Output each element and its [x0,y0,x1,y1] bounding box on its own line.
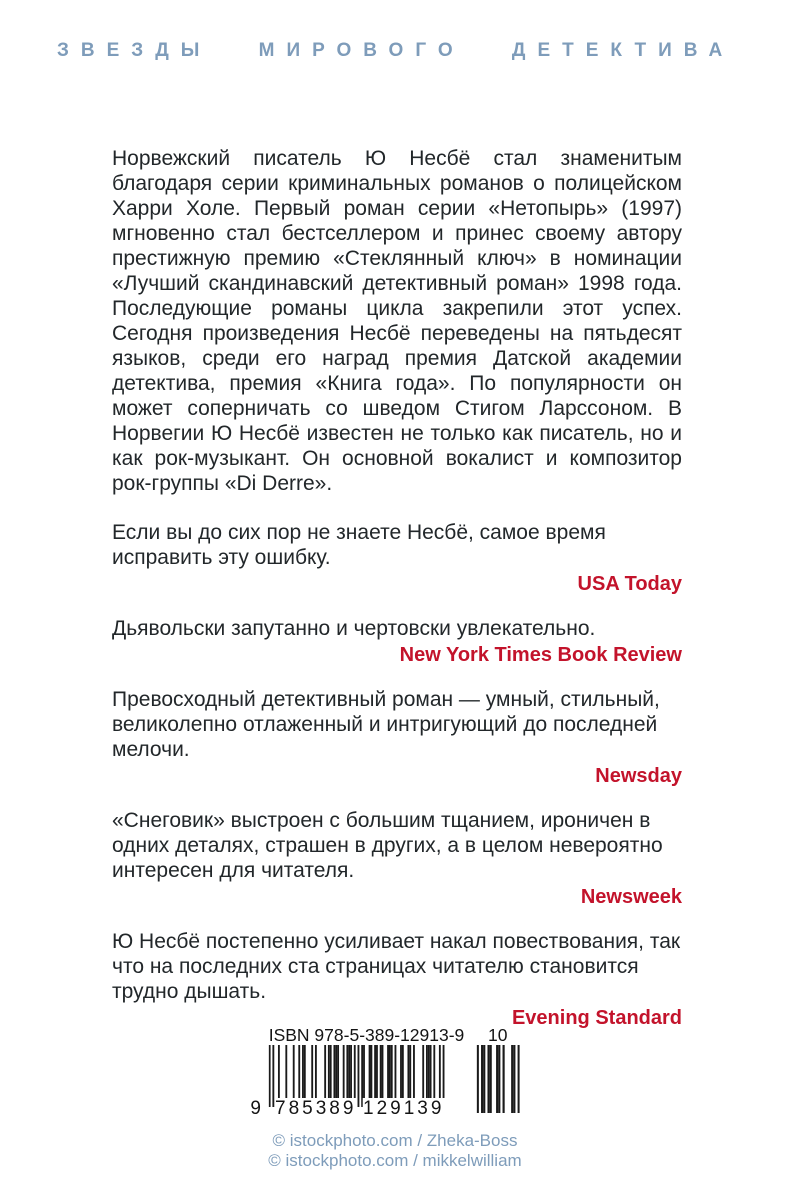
ean13-barcode-group [249,1025,465,1119]
photo-credits [0,1131,790,1171]
review-block [112,520,682,597]
photo-credit-line-1: © istockphoto.com / Zheka-Boss [272,1131,518,1150]
photo-credit-line-2: © istockphoto.com / mikkelwilliam [268,1151,522,1170]
barcode-supplement-label: 10 [488,1025,508,1045]
text-column [112,146,682,1050]
review-source: Newsday [595,765,682,787]
review-source: Newsweek [580,886,682,908]
review-block [112,616,682,668]
barcode-block [249,1026,520,1118]
review-source: USA Today [577,573,682,595]
barcode-digits-left: 785389 [275,1098,357,1119]
series-title: ЗВЕЗДЫ МИРОВОГО ДЕТЕКТИВА [57,40,735,61]
review-quote: Если вы до сих пор не знаете Несбё, самое время исправить эту ошибку. [112,521,606,569]
barcode-digits-right: 129139 [363,1098,445,1119]
barcode-supplement-group [476,1026,519,1118]
annotation-paragraph: Норвежский писатель Ю Несбё стал знаменитым благодаря серии криминальных романов о полицейском Харри Холе. Первый роман серии «Нетопырь» (1997) мгновенно стал бестселлером и принес своему автору престижную премию «Стеклянный ключ» в номинации «Лучший скандинавский детективный роман» 1998 года. Последующие романы цикла закрепили этот успех. Сегодня произведения Несбё переведены на пятьдесят языков, среди его наград премия Датской академии детектива, премия «Книга года». По популярности он может соперничать со шведом Стигом Ларссоном. В Норвегии Ю Несбё известен не только как писатель, но и как рок-музыкант. Он основной вокалист и композитор рок-группы «Di Derre». [112,147,682,495]
review-block [112,929,682,1031]
review-source: New York Times Book Review [399,644,682,666]
ean2-supplement-barcode [476,1045,519,1113]
review-block [112,808,682,910]
review-quote: Дьявольски запутанно и чертовски увлекательно. [112,617,596,640]
isbn-label: ISBN 978-5-389-12913-9 [268,1025,465,1045]
review-quote: «Снеговик» выстроен с большим тщанием, ироничен в одних деталях, страшен в других, а в целом невероятно интересен для читателя. [112,809,663,882]
review-source: Evening Standard [511,1007,682,1029]
barcode-digit-prefix: 9 [250,1098,262,1119]
review-quote: Превосходный детективный роман — умный, стильный, великолепно отлаженный и интригующий до последней мелочи. [112,688,660,761]
review-block [112,687,682,789]
review-quote: Ю Несбё постепенно усиливает накал повествования, так что на последних ста страницах читателю становится трудно дышать. [112,930,681,1003]
